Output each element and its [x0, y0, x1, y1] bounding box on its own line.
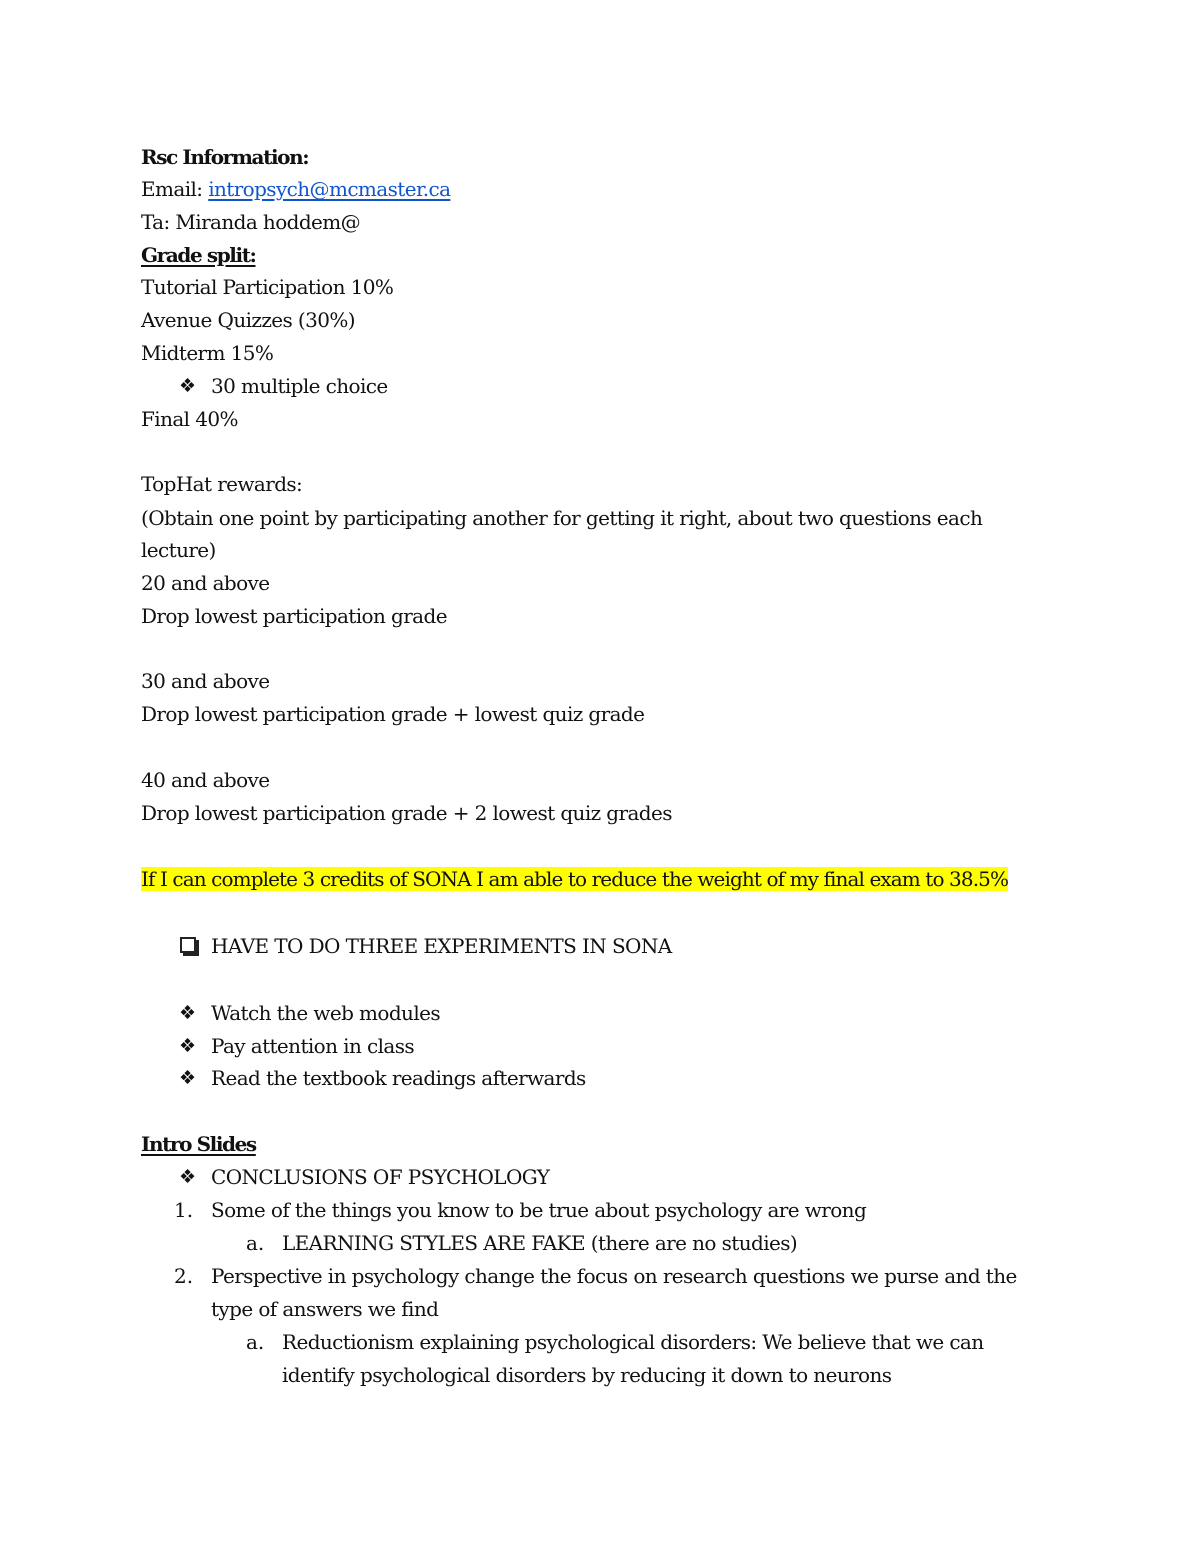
tophat-description: lecture): [141, 538, 216, 562]
checkbox-icon[interactable]: [180, 937, 196, 953]
study-bullet: Watch the web modules: [211, 1001, 441, 1025]
checkbox-item: HAVE TO DO THREE EXPERIMENTS IN SONA: [211, 934, 672, 958]
numbered-item-text: Some of the things you know to be true about psychology are wrong: [211, 1198, 867, 1222]
grade-split-heading: Grade split:: [141, 243, 256, 267]
grade-item: Tutorial Participation 10%: [141, 275, 394, 299]
sub-item-text: identify psychological disorders by reducing it down to neurons: [282, 1363, 892, 1387]
email-link[interactable]: intropsych@mcmaster.ca: [208, 177, 451, 201]
intro-bullet: CONCLUSIONS OF PSYCHOLOGY: [211, 1165, 550, 1189]
diamond-bullet-icon: ❖: [179, 1002, 197, 1024]
study-bullet: Pay attention in class: [211, 1034, 415, 1058]
numbered-item-text: type of answers we find: [211, 1297, 439, 1321]
tier-threshold: 30 and above: [141, 669, 270, 693]
tier-reward: Drop lowest participation grade + 2 lowest quiz grades: [141, 801, 672, 825]
intro-slides-heading: Intro Slides: [141, 1132, 256, 1156]
sub-item-text: LEARNING STYLES ARE FAKE (there are no studies): [282, 1231, 798, 1255]
midterm-bullet: 30 multiple choice: [211, 374, 388, 398]
diamond-bullet-icon: ❖: [179, 1166, 197, 1188]
list-number: 1.: [174, 1198, 194, 1222]
highlighted-note: [141, 864, 1008, 894]
tier-reward: Drop lowest participation grade + lowest quiz grade: [141, 702, 645, 726]
list-letter: a.: [246, 1231, 265, 1255]
ta-line: Ta: Miranda hoddem@: [141, 210, 361, 234]
email-line: [141, 174, 450, 204]
diamond-bullet-icon: ❖: [179, 375, 197, 397]
grade-item: Midterm 15%: [141, 341, 274, 365]
list-letter: a.: [246, 1330, 265, 1354]
diamond-bullet-icon: ❖: [179, 1067, 197, 1089]
sub-item-text: Reductionism explaining psychological disorders: We believe that we can: [282, 1330, 984, 1354]
grade-item: Final 40%: [141, 407, 238, 431]
email-label: Email:: [141, 177, 209, 201]
diamond-bullet-icon: ❖: [179, 1035, 197, 1057]
tier-reward: Drop lowest participation grade: [141, 604, 447, 628]
tier-threshold: 20 and above: [141, 571, 270, 595]
grade-item: Avenue Quizzes (30%): [141, 308, 355, 332]
list-number: 2.: [174, 1264, 194, 1288]
numbered-item-text: Perspective in psychology change the focus on research questions we purse and the: [211, 1264, 1017, 1288]
tier-threshold: 40 and above: [141, 768, 270, 792]
highlight-text: If I can complete 3 credits of SONA I am able to reduce the weight of my final exam to 38.5%: [141, 867, 1009, 891]
tophat-heading: TopHat rewards:: [141, 472, 303, 496]
rsc-heading: Rsc Information:: [141, 145, 309, 169]
study-bullet: Read the textbook readings afterwards: [211, 1066, 586, 1090]
tophat-description: (Obtain one point by participating another for getting it right, about two questions each: [141, 506, 983, 530]
